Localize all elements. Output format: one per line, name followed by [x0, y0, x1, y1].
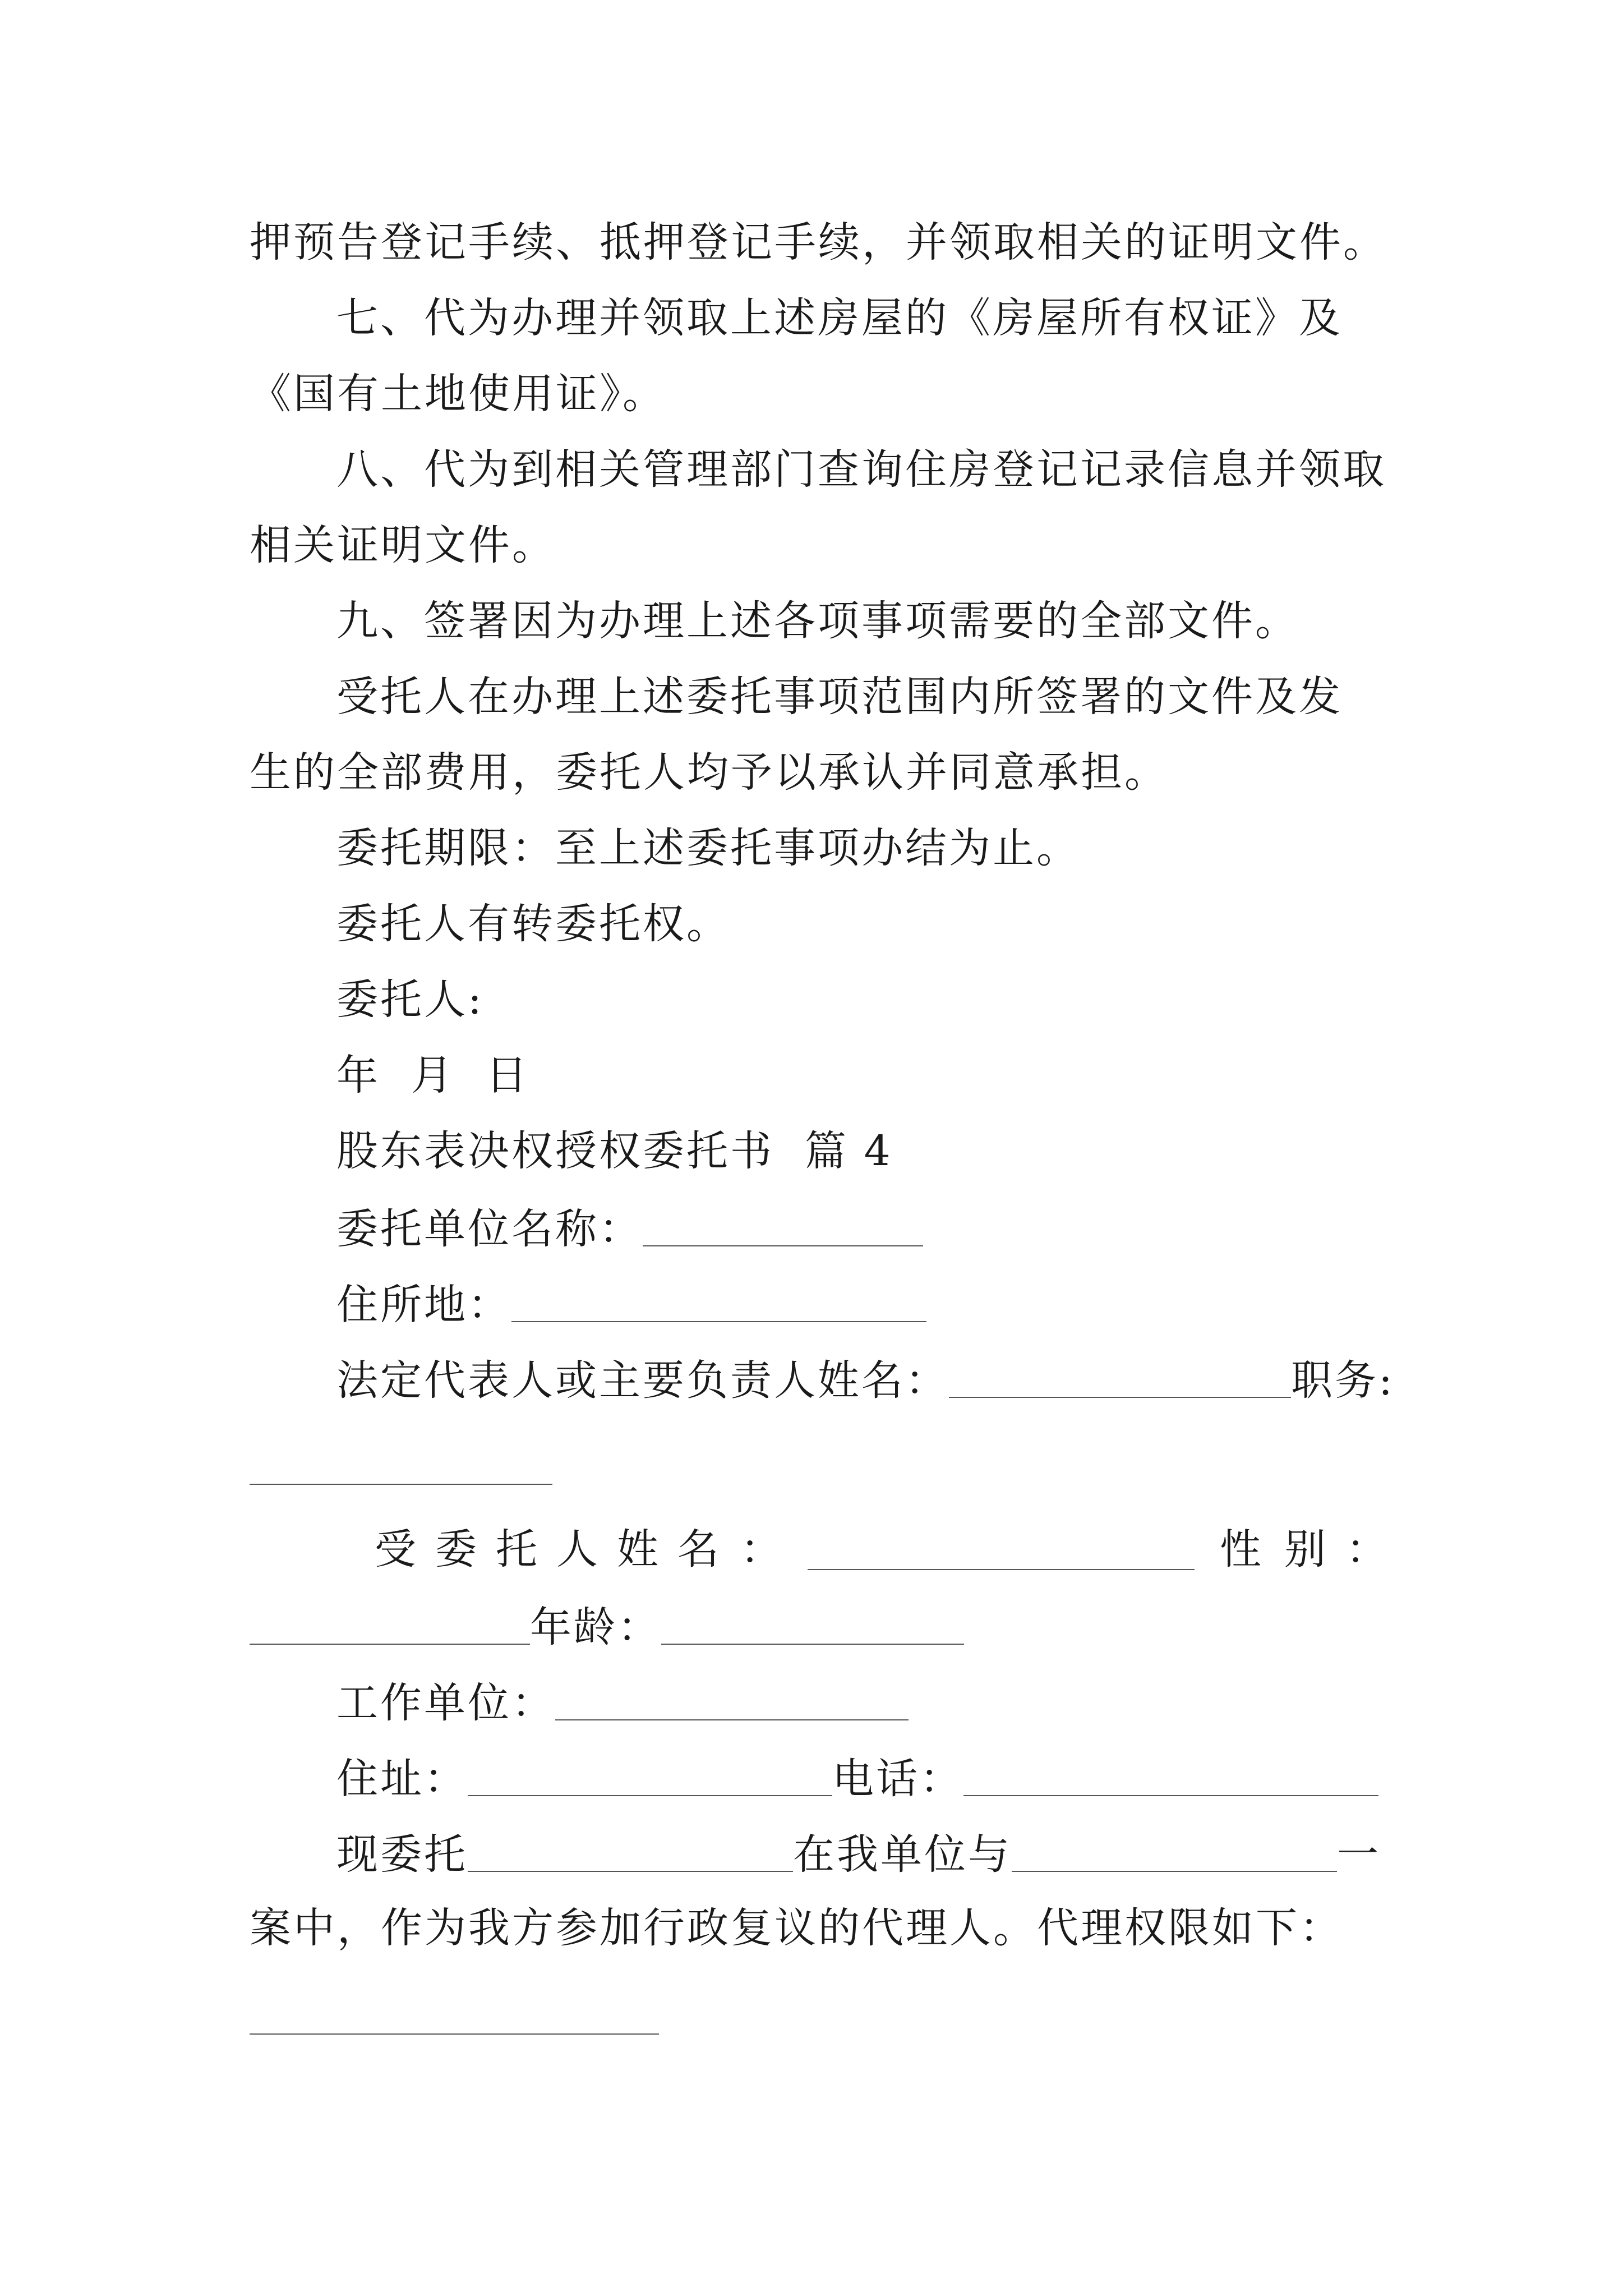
phone-blank[interactable] [963, 1756, 1378, 1796]
trustee-name-char: 托 [496, 1525, 537, 1573]
trustee-name-char: 人 [556, 1525, 598, 1573]
legal-rep-label: 法定代表人或主要负责人姓名： [336, 1356, 949, 1405]
paragraph-line: 八、代为到相关管理部门查询住房登记记录信息并领取 [336, 445, 1386, 494]
address-blank[interactable] [511, 1282, 926, 1322]
residence-blank[interactable] [468, 1756, 832, 1796]
paragraph-line: 受托人在办理上述委托事项范围内所签署的文件及发 [336, 673, 1343, 721]
position-blank[interactable] [250, 1484, 552, 1485]
trustee-name-char: 受 [375, 1525, 416, 1573]
work-unit-label: 工作单位： [336, 1679, 555, 1727]
trustee-name-char: 姓 [617, 1525, 658, 1573]
authority-blank[interactable] [250, 2033, 659, 2035]
entrust-suffix: 一 [1337, 1830, 1381, 1879]
trustee-name-char: 委 [435, 1525, 477, 1573]
unit-name-row [336, 1205, 923, 1253]
gender-char: 别 [1284, 1525, 1326, 1573]
residence-row [336, 1755, 1378, 1803]
paragraph-line: 《国有土地使用证》。 [250, 370, 666, 418]
age-label: 年龄： [530, 1603, 661, 1651]
paragraph-line: 押预告登记手续、抵押登记手续，并领取相关的证明文件。 [250, 218, 1387, 266]
work-unit-blank[interactable] [555, 1680, 909, 1720]
paragraph-line: 相关证明文件。 [250, 521, 556, 569]
date-line: 年 月 日 [336, 1051, 530, 1099]
section-title: 股东表决权授权委托书 篇 4 [336, 1127, 893, 1175]
entrust-party-blank[interactable] [1012, 1832, 1337, 1872]
work-unit-row [336, 1679, 909, 1727]
phone-label: 电话： [832, 1755, 963, 1803]
address-label: 住所地： [336, 1281, 511, 1329]
trustee-name-row [0, 1525, 1623, 1573]
legal-rep-row [336, 1356, 1395, 1405]
gender-char: ： [1346, 1525, 1387, 1573]
age-row [250, 1603, 964, 1651]
trustee-name-char: ： [740, 1525, 782, 1573]
paragraph-line: 委托人有转委托权。 [336, 900, 730, 948]
case-line: 案中，作为我方参加行政复议的代理人。代理权限如下： [250, 1904, 1343, 1952]
trustee-name-blank[interactable] [808, 1569, 1195, 1570]
address-row [336, 1281, 926, 1329]
paragraph-line: 生的全部费用，委托人均予以承认并同意承担。 [250, 748, 1168, 797]
legal-rep-blank[interactable] [949, 1358, 1291, 1398]
entrust-row [336, 1830, 1381, 1879]
unit-name-blank[interactable] [643, 1206, 923, 1246]
position-label: 职务: [1291, 1356, 1395, 1405]
signature-label: 委托人: [336, 976, 484, 1024]
unit-name-label: 委托单位名称： [336, 1205, 643, 1253]
trustee-name-char: 名 [677, 1525, 719, 1573]
entrust-agent-blank[interactable] [468, 1832, 793, 1872]
gender-char: 性 [1220, 1525, 1261, 1573]
entrust-mid: 在我单位与 [793, 1830, 1012, 1879]
paragraph-line: 委托期限：至上述委托事项办结为止。 [336, 824, 1080, 872]
residence-label: 住址： [336, 1755, 468, 1803]
entrust-prefix: 现委托 [336, 1830, 468, 1879]
gender-blank[interactable] [250, 1604, 530, 1645]
paragraph-line: 九、签署因为办理上述各项事项需要的全部文件。 [336, 597, 1299, 645]
age-blank[interactable] [661, 1604, 964, 1645]
paragraph-line: 七、代为办理并领取上述房屋的《房屋所有权证》及 [336, 294, 1343, 342]
